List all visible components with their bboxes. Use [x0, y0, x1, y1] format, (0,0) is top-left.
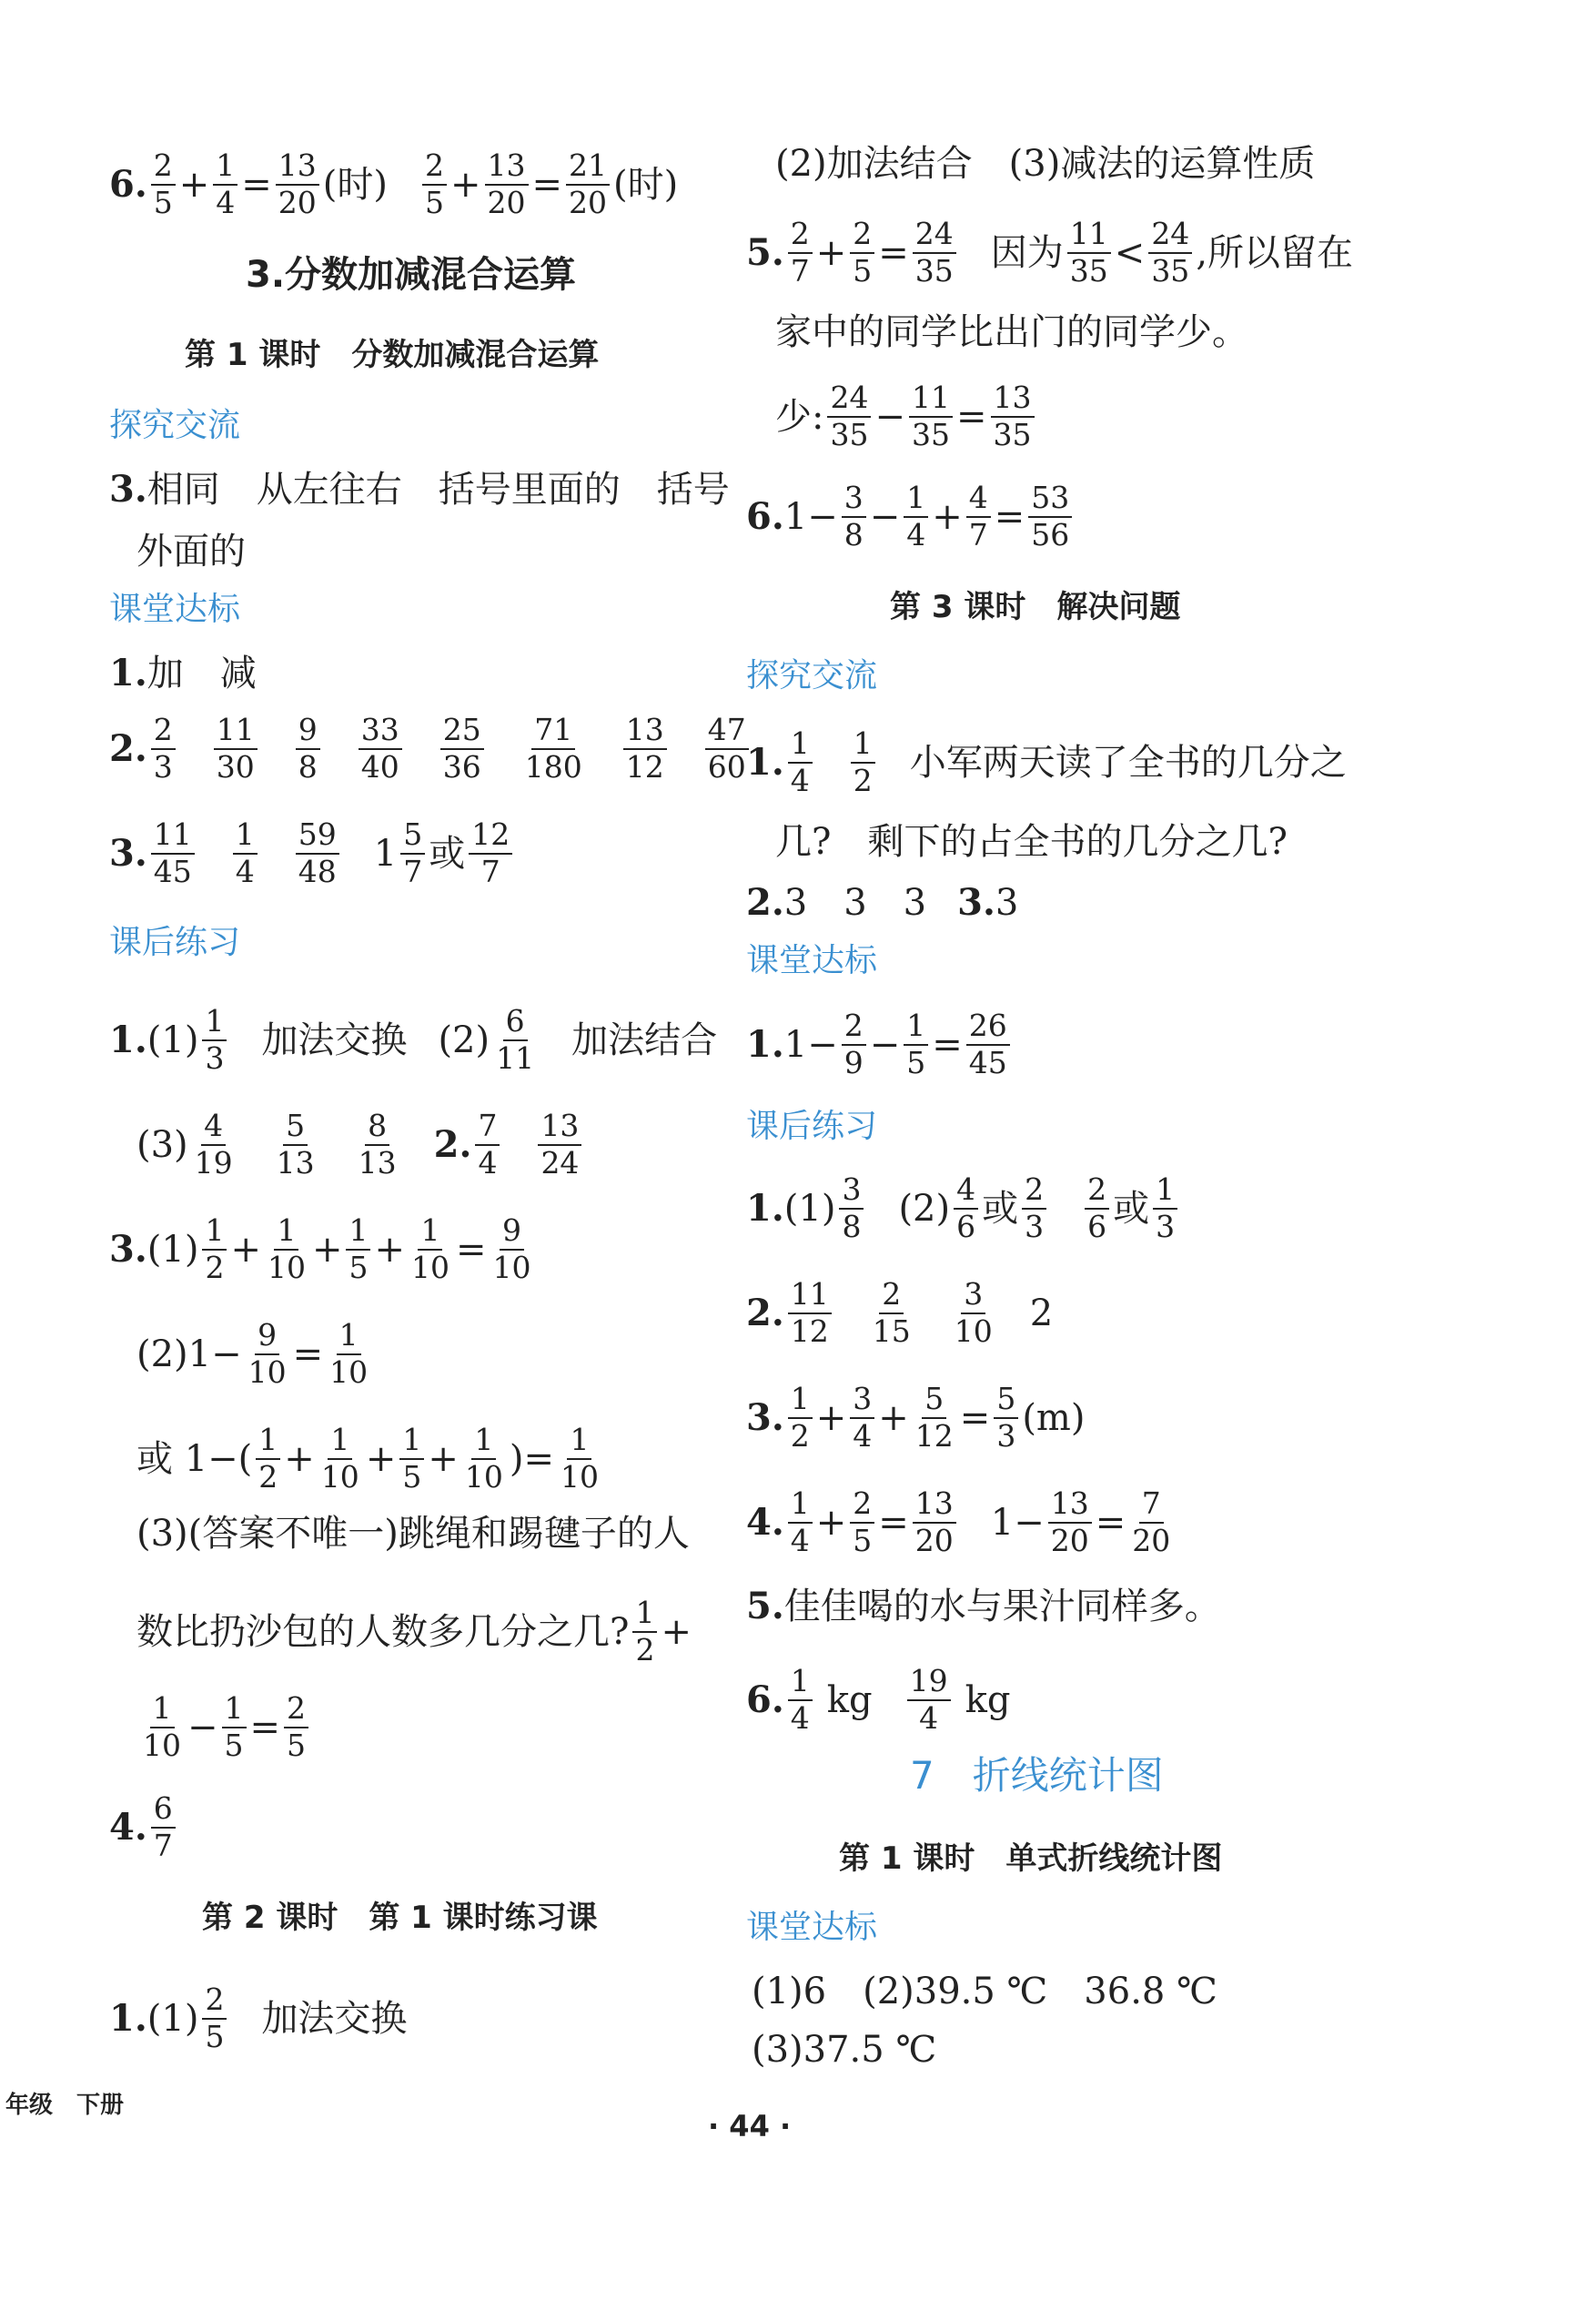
fraction: $\frac{2}{3}$	[1022, 1174, 1046, 1242]
fraction: $\frac{13}{20}$	[913, 1488, 956, 1556]
fraction: $\frac{13}{20}$	[276, 150, 319, 218]
class-answer-1: 1. 1− $\frac{2}{9}$ − $\frac{1}{5}$ = $\frac{26}{45}$	[746, 1010, 1014, 1079]
fraction: $\frac{1}{10}$	[329, 1317, 369, 1390]
fraction: $\frac{9}{10}$	[247, 1317, 287, 1390]
fraction: $\frac{1}{2}$	[632, 1597, 657, 1666]
fraction: $\frac{1}{5}$	[904, 1010, 928, 1079]
fraction: $\frac{5}{13}$	[276, 1108, 315, 1181]
fraction: $\frac{4}{6}$	[954, 1174, 978, 1242]
question-number: 1.	[746, 1186, 784, 1230]
fraction: $\frac{2}{5}$	[850, 218, 874, 287]
right-answer-5: 5. $\frac{2}{7}$ + $\frac{2}{5}$ = $\frac{24}{35}$ 因为 $\frac{11}{35}$ < $\frac{24}{35}$ ,所以留在	[746, 216, 1354, 289]
category-explore: 探究交流	[109, 407, 241, 444]
category-class: 课堂达标	[746, 1909, 878, 1946]
after-answer-5: 5. 佳佳喝的水与果汁同样多。	[746, 1585, 1221, 1627]
right-answer-5-cont: 家中的同学比出门的同学少。	[775, 311, 1248, 353]
fraction: $\frac{1}{10}$	[560, 1422, 599, 1495]
question-number: 3.	[746, 1395, 784, 1439]
category-after: 课后练习	[746, 1108, 878, 1145]
fraction: $\frac{11}{30}$	[214, 715, 258, 783]
after-answer-2: 2. $\frac{11}{12}$ $\frac{2}{15}$ $\frac{3}{10}$ 2	[746, 1276, 1054, 1349]
fraction: $\frac{13}{20}$	[1048, 1488, 1092, 1556]
fraction: $\frac{2}{9}$	[842, 1010, 866, 1079]
fraction: $\frac{1}{10}$	[320, 1422, 359, 1495]
category-class: 课堂达标	[746, 942, 878, 979]
fraction: $\frac{7}{4}$	[475, 1110, 500, 1179]
class-answer-1	[109, 652, 257, 694]
fraction: $\frac{1}{5}$	[346, 1215, 370, 1283]
question-number: 2.	[746, 881, 784, 924]
stat-answer-1-2: (1)6 (2)39.5 ℃ 36.8 ℃	[752, 1971, 1217, 2012]
question-number: 4.	[109, 1805, 147, 1849]
fraction: $\frac{2}{7}$	[788, 218, 813, 287]
fraction: $\frac{21}{20}$	[566, 150, 610, 218]
after-answer-3e: 数比扔沙包的人数多几分之几? $\frac{1}{2}$ +	[136, 1595, 692, 1667]
lesson-title: 第 1 课时 分数加减混合运算	[185, 337, 600, 373]
fraction: $\frac{3}{8}$	[842, 482, 866, 551]
fraction: $\frac{1}{4}$	[233, 819, 258, 887]
question-number: 6.	[746, 494, 784, 538]
fraction: $\frac{2}{3}$	[151, 715, 176, 783]
after-answer-1b: (3) $\frac{4}{19}$ $\frac{5}{13}$ $\frac{8}{13}$ 2. $\frac{7}{4}$ $\frac{13}{24}$	[136, 1110, 585, 1179]
fraction: $\frac{13}{20}$	[485, 150, 529, 218]
category-class: 课堂达标	[109, 591, 241, 628]
question-number: 3.	[957, 881, 995, 924]
class-answer-2	[109, 712, 753, 785]
after-answer-3f: $\frac{1}{10}$ − $\frac{1}{5}$ = $\frac{2}{5}$	[136, 1693, 312, 1761]
fraction: $\frac{19}{4}$	[907, 1666, 951, 1734]
question-number: 5.	[746, 1585, 784, 1627]
fraction: $\frac{24}{35}$	[913, 218, 956, 287]
fraction: $\frac{1}{10}$	[267, 1212, 306, 1285]
fraction: $\frac{26}{45}$	[966, 1010, 1010, 1079]
fraction: $\frac{6}{7}$	[151, 1793, 176, 1861]
after-answer-3c: 或 1−( $\frac{1}{2}$ + $\frac{1}{10}$ + $\frac{1}{5}$ + $\frac{1}{10}$ )= $\frac{1}{10}$	[136, 1424, 605, 1493]
question-number: 2.	[746, 1291, 784, 1334]
fraction: $\frac{4}{7}$	[966, 482, 991, 551]
question-number: 2.	[109, 726, 147, 770]
fraction: $\frac{13}{35}$	[991, 382, 1035, 451]
question-number: 3.	[109, 468, 147, 511]
answer-text: 相同 从左往右 括号里面的 括号	[146, 469, 730, 511]
fraction: $\frac{13}{24}$	[538, 1110, 581, 1179]
chapter-title: 7 折线统计图	[910, 1753, 1164, 1798]
question-number: 6.	[109, 162, 147, 206]
after-answer-3a: 3. (1) $\frac{1}{2}$ + $\frac{1}{10}$ + $\frac{1}{5}$ + $\frac{1}{10}$ = $\frac{9}{10}$	[109, 1215, 538, 1283]
fraction: $\frac{2}{5}$	[850, 1488, 874, 1556]
right-answer-cont: (2)加法结合 (3)减法的运算性质	[775, 143, 1316, 185]
fraction: $\frac{3}{8}$	[839, 1174, 864, 1242]
fraction: $\frac{3}{10}$	[954, 1276, 993, 1349]
fraction: $\frac{5}{3}$	[994, 1383, 1018, 1452]
question-number: 4.	[746, 1500, 784, 1544]
fraction: $\frac{5}{7}$	[400, 819, 425, 887]
after-answer-4: 4. $\frac{1}{4}$ + $\frac{2}{5}$ = $\frac{13}{20}$ 1− $\frac{13}{20}$ = $\frac{7}{20}$	[746, 1488, 1177, 1556]
question-number: 3.	[109, 1227, 147, 1271]
fraction: $\frac{2}{5}$	[284, 1693, 308, 1761]
after-answer-4	[109, 1790, 179, 1863]
page-number: · 44 ·	[708, 2109, 792, 2144]
fraction: $\frac{1}{10}$	[464, 1422, 503, 1495]
answer-text: 加 减	[146, 653, 257, 694]
fraction: $\frac{1}{2}$	[788, 1383, 813, 1452]
question-number: 6.	[746, 1677, 784, 1721]
question-number: 1.	[109, 1996, 147, 2040]
fraction: $\frac{71}{180}$	[524, 712, 582, 785]
question-number: 5.	[746, 230, 784, 274]
fraction: $\frac{25}{36}$	[440, 715, 484, 783]
category-after: 课后练习	[109, 924, 241, 961]
footer-grade: 年级 下册	[5, 2092, 125, 2119]
question-number: 1.	[109, 1018, 147, 1061]
section-title: 3.分数加减混合运算	[246, 254, 577, 296]
after-answer-3d: (3)(答案不唯一)跳绳和踢毽子的人	[136, 1513, 690, 1555]
fraction: $\frac{1}{10}$	[410, 1212, 450, 1285]
fraction: $\frac{1}{5}$	[222, 1693, 247, 1761]
fraction: $\frac{4}{19}$	[194, 1108, 233, 1181]
after-answer-6: 6. $\frac{1}{4}$ kg $\frac{19}{4}$ kg	[746, 1663, 1011, 1736]
fraction: $\frac{1}{2}$	[202, 1215, 227, 1283]
fraction: $\frac{11}{45}$	[151, 819, 195, 887]
fraction: $\frac{9}{10}$	[492, 1212, 531, 1285]
answer-6-prev: 6. $\frac{2}{5}$ + $\frac{1}{4}$ = $\frac{13}{20}$ (时) $\frac{2}{5}$ + $\frac{13}{20}$ = $\frac{21}{20}$ (时)	[109, 147, 679, 220]
fraction: $\frac{47}{60}$	[705, 715, 749, 783]
fraction: $\frac{1}{4}$	[788, 1666, 813, 1734]
explore-answer-3-cont: 外面的	[136, 531, 246, 573]
fraction: $\frac{3}{4}$	[850, 1383, 874, 1452]
question-number: 1.	[746, 740, 784, 784]
fraction: $\frac{1}{3}$	[202, 1006, 227, 1074]
fraction: $\frac{8}{13}$	[358, 1108, 397, 1181]
stat-answer-3: (3)37.5 ℃	[752, 2029, 937, 2071]
right-answer-6: 6. 1− $\frac{3}{8}$ − $\frac{1}{4}$ + $\frac{4}{7}$ = $\frac{53}{56}$	[746, 482, 1076, 551]
lesson-title: 第 3 课时 解决问题	[890, 589, 1181, 625]
right-answer-5-less: 少: $\frac{24}{35}$ − $\frac{11}{35}$ = $\frac{13}{35}$	[775, 382, 1038, 451]
lesson-title: 第 2 课时 第 1 课时练习课	[202, 1900, 598, 1936]
fraction: $\frac{9}{8}$	[296, 715, 320, 783]
fraction: $\frac{2}{6}$	[1085, 1174, 1109, 1242]
fraction: $\frac{12}{7}$	[469, 819, 512, 887]
fraction: $\frac{1}{4}$	[213, 150, 237, 218]
fraction: $\frac{1}{4}$	[788, 728, 813, 796]
fraction: $\frac{6}{11}$	[496, 1003, 535, 1076]
fraction: $\frac{59}{48}$	[296, 819, 339, 887]
question-number: 3.	[109, 831, 147, 875]
fraction: $\frac{2}{15}$	[872, 1276, 911, 1349]
fraction: $\frac{24}{35}$	[827, 382, 871, 451]
fraction: $\frac{1}{10}$	[143, 1690, 181, 1763]
explore-answer-1: 1. $\frac{1}{4}$ $\frac{1}{2}$ 小军两天读了全书的几分之	[746, 725, 1347, 798]
question-number: 1.	[746, 1022, 784, 1066]
explore-answer-1-cont: 几? 剩下的占全书的几分之几?	[775, 821, 1288, 863]
fraction: $\frac{2}{5}$	[422, 150, 447, 218]
fraction: $\frac{13}{12}$	[623, 715, 667, 783]
category-explore: 探究交流	[746, 657, 878, 694]
fraction: $\frac{24}{35}$	[1148, 218, 1192, 287]
fraction: $\frac{11}{12}$	[788, 1279, 832, 1347]
fraction: $\frac{1}{4}$	[904, 482, 928, 551]
explore-answer-2-3: 2. 3 3 3 3. 3	[746, 881, 1019, 924]
after-answer-3b: (2)1− $\frac{9}{10}$ = $\frac{1}{10}$	[136, 1320, 374, 1388]
question-number: 2.	[433, 1122, 472, 1166]
lesson-title: 第 1 课时 单式折线统计图	[839, 1840, 1223, 1877]
fraction: $\frac{53}{56}$	[1028, 482, 1072, 551]
explore-answer-3	[109, 468, 730, 511]
fraction: $\frac{2}{5}$	[202, 1984, 227, 2052]
lesson2-answer-1: 1. (1) $\frac{2}{5}$ 加法交换	[109, 1981, 408, 2054]
after-answer-1a: 1. (1) $\frac{1}{3}$ 加法交换 (2) $\frac{6}{11}$ 加法结合	[109, 1003, 718, 1076]
fraction: $\frac{1}{4}$	[788, 1488, 813, 1556]
fraction: $\frac{33}{40}$	[359, 715, 402, 783]
class-answer-3: 3. $\frac{11}{45}$ $\frac{1}{4}$ $\frac{59}{48}$ 1 $\frac{5}{7}$ 或 $\frac{12}{7}$	[109, 819, 516, 887]
fraction: $\frac{1}{5}$	[399, 1424, 424, 1493]
fraction: $\frac{11}{35}$	[909, 382, 953, 451]
fraction: $\frac{7}{20}$	[1132, 1485, 1171, 1558]
fraction: $\frac{2}{5}$	[151, 150, 176, 218]
question-number: 1.	[109, 652, 147, 694]
fraction: $\frac{1}{3}$	[1153, 1174, 1177, 1242]
fraction: $\frac{11}{35}$	[1067, 218, 1111, 287]
after-answer-1: 1. (1) $\frac{3}{8}$ (2) $\frac{4}{6}$ 或 $\frac{2}{3}$ $\frac{2}{6}$ 或 $\frac{1}{3}$	[746, 1174, 1181, 1242]
fraction: $\frac{1}{2}$	[256, 1424, 280, 1493]
fraction: $\frac{5}{12}$	[914, 1381, 954, 1454]
fraction: $\frac{1}{2}$	[851, 728, 875, 796]
after-answer-3: 3. $\frac{1}{2}$ + $\frac{3}{4}$ + $\frac{5}{12}$ = $\frac{5}{3}$ (m)	[746, 1381, 1086, 1454]
